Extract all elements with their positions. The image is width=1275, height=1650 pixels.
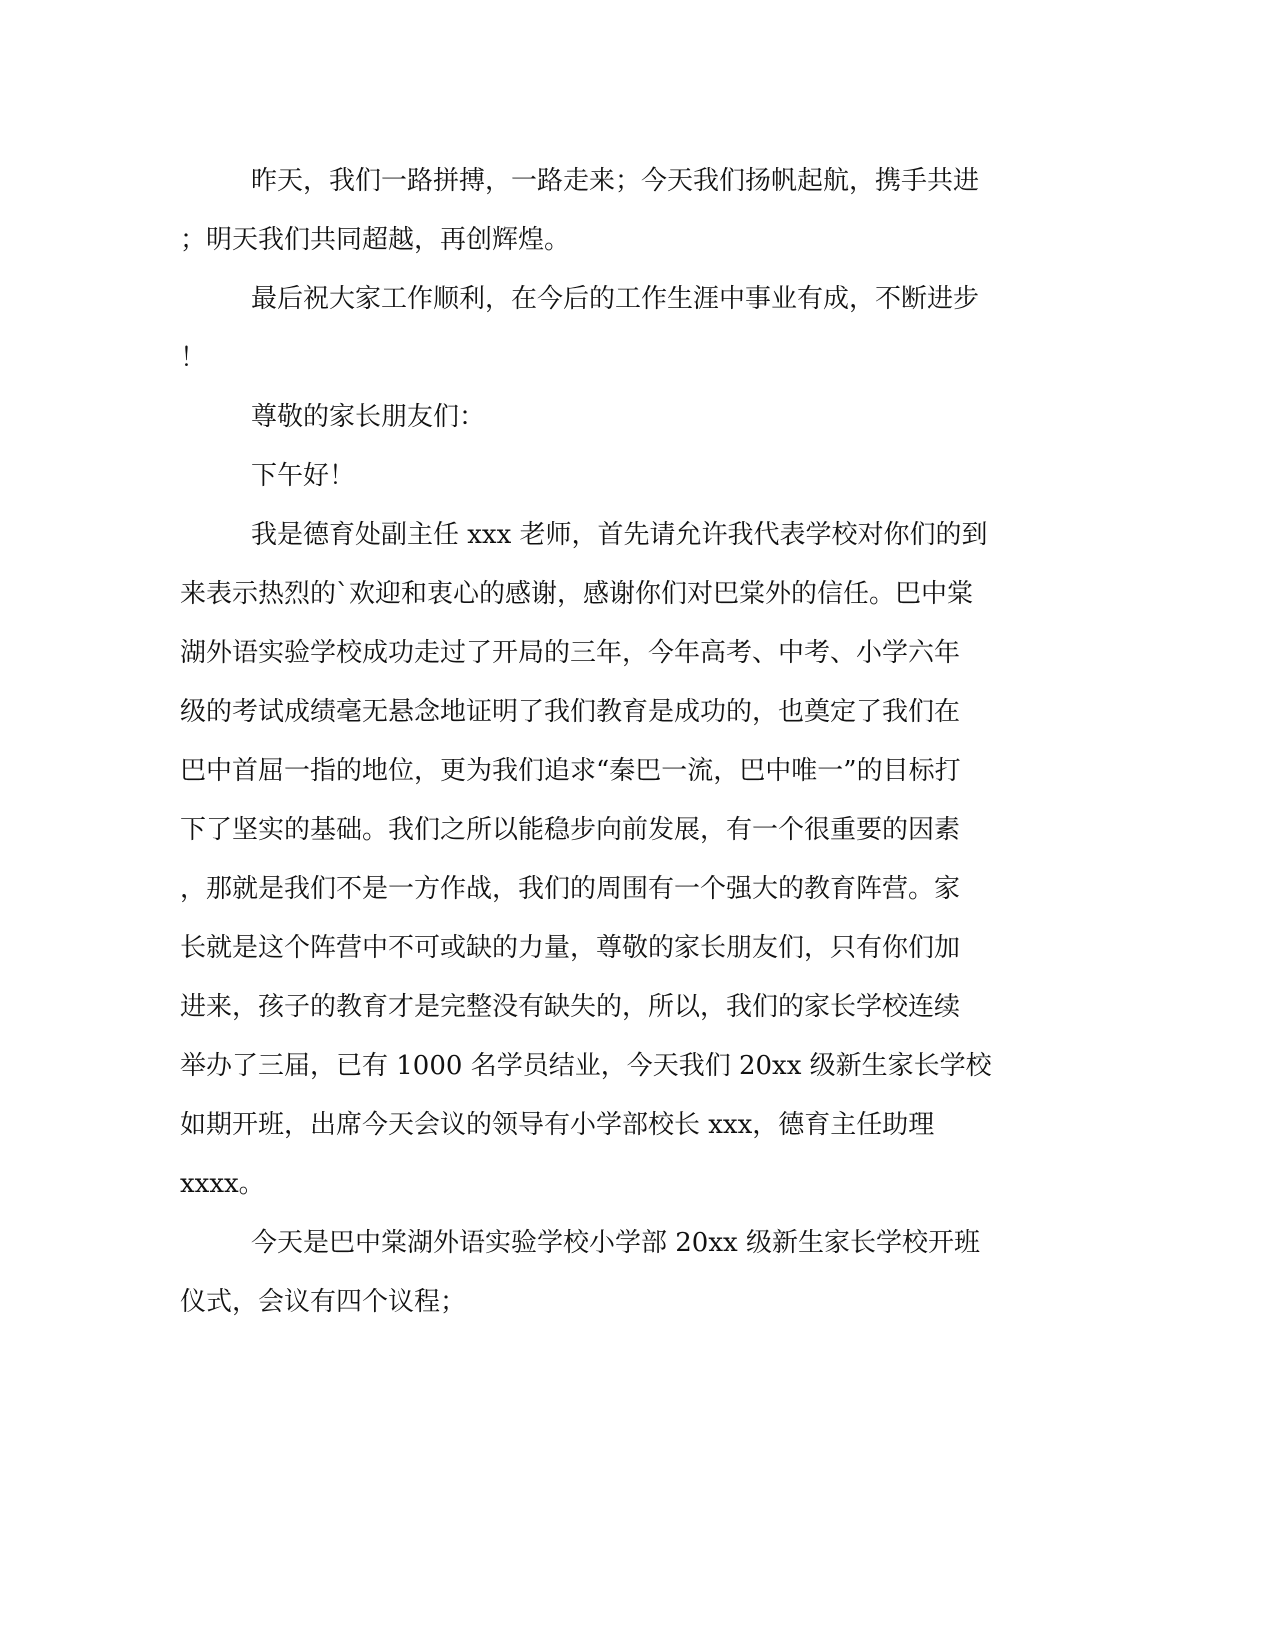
paragraph-3-line-12: xxxx。 <box>180 1169 265 1199</box>
paragraph-3-line-3: 湖外语实验学校成功走过了开局的三年，今年高考、中考、小学六年 <box>180 638 961 668</box>
paragraph-3-line-2: 来表示热烈的`欢迎和衷心的感谢，感谢你们对巴棠外的信任。巴中棠 <box>180 579 974 609</box>
paragraph-1-line-2: ；明天我们共同超越，再创辉煌。 <box>180 225 571 255</box>
paragraph-3-line-5: 巴中首屈一指的地位，更为我们追求“秦巴一流，巴中唯一”的目标打 <box>180 756 961 786</box>
salutation: 尊敬的家长朋友们： <box>251 402 486 432</box>
paragraph-3-line-7: ，那就是我们不是一方作战，我们的周围有一个强大的教育阵营。家 <box>180 874 961 904</box>
paragraph-4-line-1: 今天是巴中棠湖外语实验学校小学部 20xx 级新生家长学校开班 <box>251 1228 980 1258</box>
paragraph-3-line-6: 下了坚实的基础。我们之所以能稳步向前发展，有一个很重要的因素 <box>180 815 961 845</box>
paragraph-3-line-8: 长就是这个阵营中不可或缺的力量，尊敬的家长朋友们，只有你们加 <box>180 933 961 963</box>
paragraph-1-line-1: 昨天，我们一路拼搏，一路走来；今天我们扬帆起航，携手共进 <box>251 166 980 196</box>
paragraph-3-line-10: 举办了三届，已有 1000 名学员结业，今天我们 20xx 级新生家长学校 <box>180 1051 992 1081</box>
paragraph-2-line-1: 最后祝大家工作顺利，在今后的工作生涯中事业有成，不断进步 <box>251 284 980 314</box>
paragraph-3-line-11: 如期开班，出席今天会议的领导有小学部校长 xxx，德育主任助理 <box>180 1110 935 1140</box>
paragraph-2-line-2: ！ <box>180 343 207 373</box>
paragraph-3-line-4: 级的考试成绩毫无悬念地证明了我们教育是成功的，也奠定了我们在 <box>180 697 961 727</box>
paragraph-3-line-1: 我是德育处副主任 xxx 老师，首先请允许我代表学校对你们的到 <box>251 520 988 550</box>
paragraph-4-line-2: 仪式，会议有四个议程； <box>180 1287 467 1317</box>
greeting: 下午好！ <box>251 461 356 491</box>
paragraph-3-line-9: 进来，孩子的教育才是完整没有缺失的，所以，我们的家长学校连续 <box>180 992 961 1022</box>
